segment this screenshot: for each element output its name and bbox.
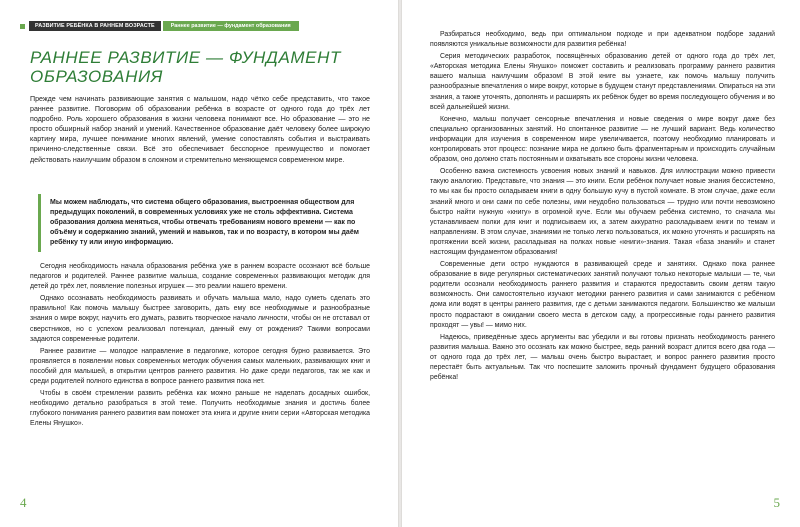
header-section: РАЗВИТИЕ РЕБЁНКА В РАННЕМ ВОЗРАСТЕ	[29, 21, 161, 31]
body-paragraph: Чтобы в своём стремлении развить ребёнка как можно раньше не наделать досадных ошибок, необходимо детально разобраться в этой теме. Получить необходимые знания и достичь более глубокого понимания раннего развития вам поможет эта книга и другие книги серии «Авторская методика Елены Янушко».	[30, 390, 370, 428]
running-header	[20, 20, 299, 32]
left-body	[30, 262, 370, 432]
page-number-right: 5	[773, 495, 780, 510]
body-paragraph: Сегодня необходимость начала образования ребёнка уже в раннем возрасте осознают всё больше педагогов и родителей. Раннее развитие малыша, создание современных развивающих методик для детей до трёх лет, появление полезных игрушек — это реалии нашего времени.	[30, 263, 370, 291]
body-paragraph: Надеюсь, приведённые здесь аргументы вас убедили и вы готовы признать необходимость раннего развития малыша. Важно это осознать как можно быстрее, ведь ранний возраст длится всего два года — от одного года до трёх лет, — малыш очень быстро вырастает, и вопрос раннего развития просто перестаёт быть актуальным. Так что поспешите заложить прочный фундамент будущего образования ребёнка!	[430, 333, 775, 382]
body-paragraph: Серия методических разработок, посвящённых образованию детей от одного года до трёх лет, «Авторская методика Елены Янушко» поможет составить и реализовать программу раннего развития вашего малыша наилучшим образом! В этой книге вы узнаете, как помочь малышу получить разнообразные впечатления о мире вокруг, которые в будущем станут представлениями. Опираться на эти знания, а также уточнять, дополнять и расширять их ребёнок будет во время последующего обучения и во всей дальнейшей жизни.	[430, 53, 775, 111]
body-paragraph: Разбираться необходимо, ведь при оптимальном подходе и при адекватном подборе заданий появляются уникальные возможности для развития ребёнка!	[430, 31, 775, 49]
pull-quote-text: Мы можем наблюдать, что система общего образования, выстроенная обществом для предыдущих поколений, в современных условиях уже не столь эффективна. Система образования должна меняться, чтобы отвечать требованиям нового времени — как по объёму и содержанию знаний, умений и навыков, так и по возрасту, в котором мы даём ребёнку ту или иную информацию.	[50, 199, 359, 247]
page-number-left: 4	[20, 495, 27, 510]
header-marker	[20, 24, 25, 29]
right-body	[430, 30, 775, 385]
left-page	[0, 0, 398, 527]
body-paragraph: Особенно важна системность усвоения новых знаний и навыков. Для иллюстрации можно привести такую аналогию. Представьте, что знания — это книги. Если ребёнок получает новые знания бессистемно, то мы как бы просто складываем книги в одну большую кучу в пустой комнате. В этом случае, даже если знаний много и они сами по себе полезны, ими неудобно пользоваться — трудно или почти невозможно быстро найти нужную «книгу» в огромной куче. Если мы обучаем ребёнка системно, то сначала мы устанавливаем полки для книг и подписываем их, а затем аккуратно раскладываем книги по темам и направлениям. В этом случае, знаниями не только легко пользоваться, их можно уточнять и расширять на протяжении всей жизни, раскладывая на полках новые «книги»-знания. Такая «база знаний» и станет настоящим фундаментом образования!	[430, 168, 775, 256]
pull-quote	[38, 194, 382, 252]
body-paragraph: Конечно, малыш получает сенсорные впечатления и новые сведения о мире вокруг даже без специально организованных занятий. Но спонтанное развитие — не лучший вариант. Ведь количество информации для изучения в современном мире увеличивается, поэтому необходимо планировать и контролировать этот процесс: познание мира не должно быть фрагментарным и происходить случайным образом, оно должно стать постоянным и охватывать все стороны жизни человека.	[430, 115, 775, 164]
body-paragraph: Раннее развитие — молодое направление в педагогике, которое сегодня бурно развивается. Это проявляется в появлении новых современных методик обучения самых маленьких, развивающих книг и пособий для малышей, в открытии центров раннего развития. Но даже среди педагогов, так же как и среди родителей полного единства в вопросе раннего развития пока нет.	[30, 347, 370, 386]
header-subsection: Раннее развитие — фундамент образования	[163, 21, 299, 31]
body-paragraph: Современные дети остро нуждаются в развивающей среде и занятиях. Однако пока раннее образование в виде регулярных систематических занятий получают только некоторые малыши — те, чьи родители осознали необходимость раннего развития и стараются предоставить своим детям такую возможность. Они самостоятельно изучают методики раннего развития и сами занимаются с ребёнком дома или водят в центры раннего развития, где с детьми занимаются педагоги. Большинство же малыши просто подрастают в ожидании своего места в детском саду, а прогрессивные годы раннего развития проходят — увы! — мимо них.	[430, 261, 775, 329]
body-paragraph: Однако осознавать необходимость развивать и обучать малыша мало, надо суметь сделать это правильно! Как помочь малышу быстрее заговорить, дать ему все необходимые и разнообразные знания о мире вокруг, научить его думать, развить творческое начало личности, чтобы он не отставал от сверстников, но с успехом реализовал потенциал, данный ему от рождения? Такими вопросами задаются современные родители.	[30, 295, 370, 343]
lead-paragraph: Прежде чем начинать развивающие занятия с малышом, надо чётко себе представить, что такое раннее развитие. Поговорим об образовании ребёнка в возрасте от одного года до трёх лет подробно. Роль хорошего образования в жизни человека понимают все. Но образование — это не просто обширный набор знаний и умений. Качественное образование даёт человеку более широкую картину мира, лучшее понимание многих явлений, умение сопоставлять события и выстраивать причинно-следственные связи. Всё это обеспечивает бесспорное преимущество и помогает действовать наилучшим образом в сложном и стремительно меняющемся современном мире.	[30, 95, 370, 164]
chapter-title: РАННЕЕ РАЗВИТИЕ — ФУНДАМЕНТ ОБРАЗОВАНИЯ	[30, 48, 341, 86]
right-page	[402, 0, 800, 527]
left-intro	[30, 94, 370, 167]
